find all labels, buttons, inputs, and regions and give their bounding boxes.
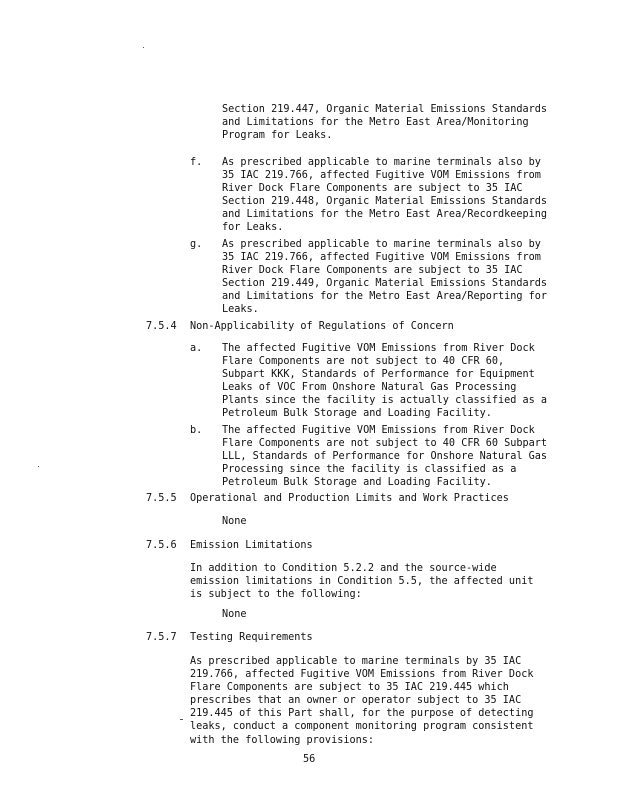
text-line: Section 219.448, Organic Material Emissions Standards — [222, 196, 548, 208]
section-number: 7.5.4 — [146, 321, 177, 332]
text-line: emission limitations in Condition 5.5, the affected unit — [190, 576, 534, 588]
text-line: prescribes that an owner or operator subject to 35 IAC — [190, 695, 522, 707]
text-line: Section 219.447, Organic Material Emissions Standards — [222, 104, 548, 115]
text-line: As prescribed applicable to marine terminals by 35 IAC — [190, 656, 522, 667]
scan-speck — [143, 47, 144, 48]
item-a-text — [222, 342, 547, 421]
section-heading: Non-Applicability of Regulations of Concern — [190, 321, 454, 332]
section-body: None — [222, 609, 247, 620]
page-number: 56 — [303, 754, 316, 765]
item-b-text — [222, 424, 547, 489]
section-body: None — [222, 516, 247, 527]
text-line: and Limitations for the Metro East Area/Monitoring — [222, 117, 529, 129]
item-f-text — [222, 156, 547, 235]
text-line: Subpart KKK, Standards of Performance for Equipment — [222, 369, 535, 381]
section-number: 7.5.5 — [146, 493, 177, 504]
item-g-label: g. — [190, 239, 203, 250]
text-line: As prescribed applicable to marine terminals also by — [222, 239, 541, 250]
text-line: LLL, Standards of Performance for Onshore Natural Gas — [222, 451, 548, 463]
text-line: Leaks of VOC From Onshore Natural Gas Processing — [222, 382, 517, 394]
text-line: Flare Components are not subject to 40 CFR 60, — [222, 356, 505, 368]
text-line: leaks, conduct a component monitoring program consistent — [190, 721, 534, 733]
item-e-continuation — [222, 103, 547, 142]
item-b-label: b. — [190, 425, 203, 436]
text-line: 35 IAC 219.766, affected Fugitive VOM Emissions from — [222, 252, 541, 264]
text-line: Section 219.449, Organic Material Emissions Standards — [222, 278, 548, 290]
text-line: As prescribed applicable to marine terminals also by — [222, 157, 541, 168]
text-line: In addition to Condition 5.2.2 and the source-wide — [190, 563, 497, 574]
text-line: Plants since the facility is actually classified as a — [222, 395, 548, 407]
text-line: and Limitations for the Metro East Area/Reporting for — [222, 291, 548, 303]
text-line: and Limitations for the Metro East Area/Recordkeeping — [222, 209, 548, 221]
text-line: River Dock Flare Components are subject to 35 IAC — [222, 183, 523, 195]
section-number: 7.5.6 — [146, 540, 177, 551]
section-heading: Emission Limitations — [190, 540, 313, 551]
section-number: 7.5.7 — [146, 632, 177, 643]
text-line: Program for Leaks. — [222, 130, 333, 142]
section-heading: Testing Requirements — [190, 632, 313, 643]
item-a-label: a. — [190, 343, 203, 354]
text-line: The affected Fugitive VOM Emissions from River Dock — [222, 425, 535, 436]
text-line: Leaks. — [222, 304, 259, 316]
text-line: Petroleum Bulk Storage and Loading Facility. — [222, 477, 492, 489]
text-line: is subject to the following: — [190, 589, 362, 601]
item-f-label: f. — [190, 157, 203, 168]
text-line: Flare Components are not subject to 40 CFR 60 Subpart — [222, 438, 548, 450]
text-line: Petroleum Bulk Storage and Loading Facility. — [222, 408, 492, 420]
scan-speck — [38, 466, 39, 467]
text-line: 35 IAC 219.766, affected Fugitive VOM Emissions from — [222, 170, 541, 182]
section-heading: Operational and Production Limits and Work Practices — [190, 493, 509, 504]
text-line: The affected Fugitive VOM Emissions from River Dock — [222, 343, 535, 354]
section-paragraph — [190, 562, 533, 601]
text-line: 219.766, affected Fugitive VOM Emissions from River Dock — [190, 669, 534, 681]
item-g-text — [222, 238, 547, 317]
section-paragraph — [190, 655, 533, 747]
text-line: for Leaks. — [222, 222, 284, 234]
text-line: Processing since the facility is classified as a — [222, 464, 517, 476]
scan-speck — [180, 719, 183, 720]
text-line: with the following provisions: — [190, 734, 375, 746]
text-line: 219.445 of this Part shall, for the purpose of detecting — [190, 708, 534, 720]
text-line: River Dock Flare Components are subject to 35 IAC — [222, 265, 523, 277]
text-line: Flare Components are subject to 35 IAC 219.445 which — [190, 682, 509, 694]
